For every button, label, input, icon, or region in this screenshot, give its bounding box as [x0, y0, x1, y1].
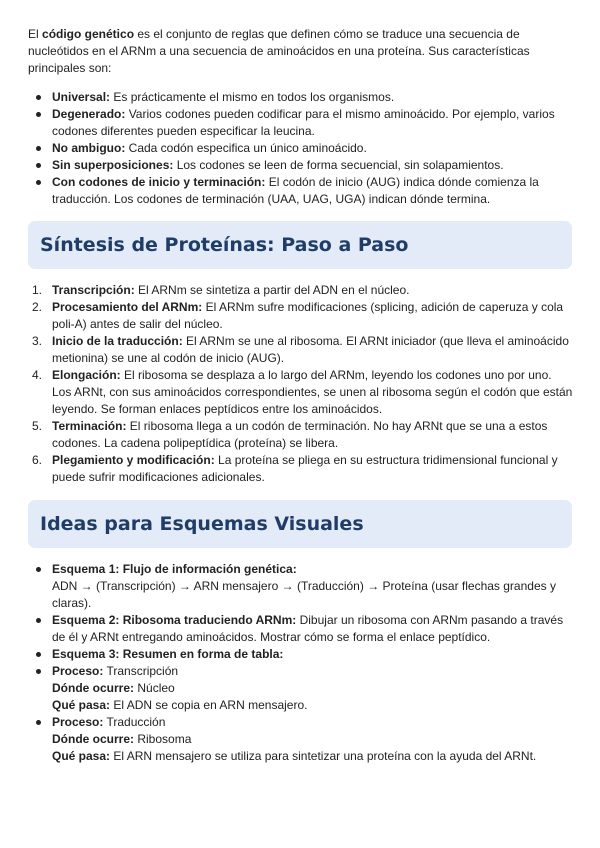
bullet-icon: [36, 95, 41, 100]
list-item: 4. Elongación: El ribosoma se desplaza a lo largo del ARNm, leyendo los codones uno por uno. Los ARNt, con sus aminoácidos correspondientes, se unen al ribosoma según el codón que están leyendo. Se forman enlaces peptídicos entre los aminoácidos.: [32, 368, 573, 416]
bullet-icon: [36, 163, 41, 168]
list-item: Proceso: Traducción Dónde ocurre: Ribosoma Qué pasa: El ARN mensajero se utiliza para sintetizar una proteína con la ayuda del ARNt.: [28, 714, 573, 765]
intro-post: es el conjunto de reglas que definen cómo se traduce una secuencia de nucleótidos en el ARNm a una secuencia de aminoácidos en una proteína. Sus características principales son:: [28, 27, 530, 75]
list-item: Sin superposiciones: Los codones se leen de forma secuencial, sin solapamientos.: [28, 157, 573, 174]
list-item: 1. Transcripción: El ARNm se sintetiza a partir del ADN en el núcleo.: [32, 283, 410, 297]
intro-pre: El: [28, 27, 43, 41]
section-banner-visual-ideas: [28, 500, 572, 548]
schemes-list: [28, 561, 573, 765]
list-item: Con codones de inicio y terminación: El codón de inicio (AUG) indica dónde comienza la traducción. Los codones de terminación (UAA, UAG, UGA) indican dónde termina.: [28, 174, 573, 208]
intro-bold-term: código genético: [42, 27, 135, 41]
bullet-icon: [36, 669, 41, 674]
bullet-icon: [36, 146, 41, 151]
list-item: Esquema 2: Ribosoma traduciendo ARNm: Dibujar un ribosoma con ARNm pasando a través de él y ARNt entregando aminoácidos. Mostrar cómo se forma el enlace peptídico.: [28, 612, 573, 646]
intro-paragraph: [28, 26, 568, 77]
list-item: 5. Terminación: El ribosoma llega a un codón de terminación. No hay ARNt que se una a estos codones. La cadena polipeptídica (proteína) se libera.: [32, 419, 548, 450]
section-heading: Síntesis de Proteínas: Paso a Paso: [40, 234, 409, 256]
list-item: No ambiguo: Cada codón especifica un único aminoácido.: [28, 140, 573, 157]
list-item: Universal: Es prácticamente el mismo en todos los organismos.: [28, 89, 573, 106]
bullet-icon: [36, 652, 41, 657]
bullet-icon: [36, 618, 41, 623]
list-item: Proceso: Transcripción Dónde ocurre: Núcleo Qué pasa: El ADN se copia en ARN mensajero.: [28, 663, 573, 714]
section-banner-synthesis: [28, 221, 572, 269]
steps-list: [28, 282, 573, 486]
flow-line: ADN → (Transcripción) → ARN mensajero → (Traducción) → Proteína (usar flechas grandes y claras).: [52, 579, 556, 610]
bullet-icon: [36, 112, 41, 117]
bullet-icon: [36, 180, 41, 185]
section-heading: Ideas para Esquemas Visuales: [40, 513, 364, 535]
bullet-icon: [36, 567, 41, 572]
bullet-icon: [36, 720, 41, 725]
list-item: 2. Procesamiento del ARNm: El ARNm sufre modificaciones (splicing, adición de caperuza y cola poli-A) antes de salir del núcleo.: [32, 300, 564, 331]
list-item: Degenerado: Varios codones pueden codificar para el mismo aminoácido. Por ejemplo, varios codones diferentes pueden especificar la leucina.: [28, 106, 573, 140]
features-list: [28, 89, 573, 208]
list-item: Esquema 1: Flujo de información genética: ADN → (Transcripción) → ARN mensajero → (Traducción) → Proteína (usar flechas grandes y claras).: [28, 561, 573, 612]
list-item: Esquema 3: Resumen en forma de tabla:: [28, 646, 573, 663]
list-item: 6. Plegamiento y modificación: La proteína se pliega en su estructura tridimensional funcional y puede sufrir modificaciones adicionales.: [32, 453, 558, 484]
list-item: 3. Inicio de la traducción: El ARNm se une al ribosoma. El ARNt iniciador (que lleva el aminoácido metionina) se une al codón de inicio (AUG).: [32, 334, 569, 365]
